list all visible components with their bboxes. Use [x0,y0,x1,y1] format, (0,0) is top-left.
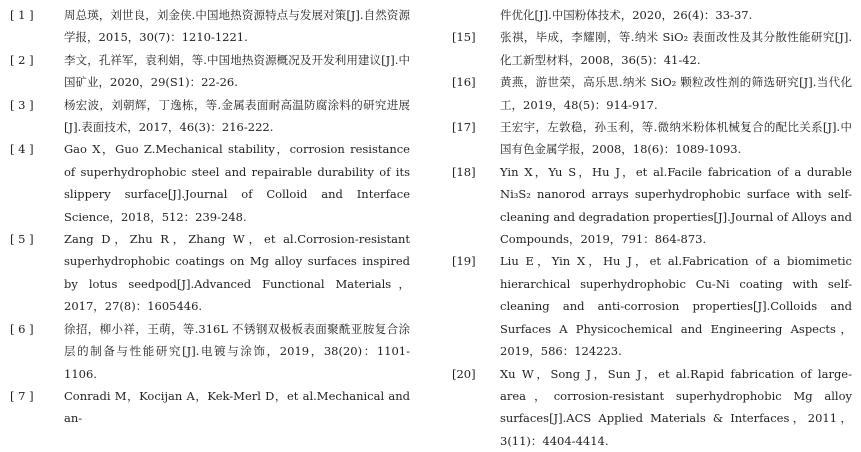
reference-number: [ 4 ] [10,138,64,160]
reference-item-16 [452,71,852,116]
reference-text: 王宏宇，左敦稳，孙玉利，等.微纳米粉体机械复合的配比关系[J].中国有色金属学报，2008，18(6)：1089-1093. [500,116,852,161]
reference-text: Zang D，Zhu R，Zhang W，et al.Corrosion-resistant superhydrophobic coatings on Mg alloy surfaces inspired by lotus seedpod[J].Advanced Functional Materials，2017，27(8)：1605446. [64,228,410,318]
reference-text: 徐招，柳小祥，王萌，等.316L 不锈钢双极板表面聚酰亚胺复合涂层的制备与性能研究[J].电镀与涂饰，2019，38(20)：1101-1106. [64,318,410,385]
reference-number: [ 7 ] [10,385,64,407]
reference-number: [ 3 ] [10,94,64,116]
reference-item-20 [452,363,852,452]
reference-text: Xu W，Song J，Sun J，et al.Rapid fabrication of large-area，corrosion-resistant superhydrophobic Mg alloy surfaces[J].ACS Applied Materials & Interfaces，2011，3(11)：4404-4414. [500,363,852,452]
reference-item-17 [452,116,852,161]
reference-text: Yin X，Yu S，Hu J，et al.Facile fabrication of a durable Ni₃S₂ nanorod arrays superhydrophobic surface with self-cleaning and degradation properties[J].Journal of Alloys and Compounds，2019，791：864-873. [500,161,852,251]
reference-item-14-continued [452,4,852,26]
reference-number: [20] [452,363,500,385]
reference-number: [19] [452,250,500,272]
reference-item-4 [10,138,410,228]
reference-text: 李文，孔祥军，袁利娟，等.中国地热资源概况及开发利用建议[J].中国矿业，2020，29(S1)：22-26. [64,49,410,94]
reference-number: [16] [452,71,500,93]
reference-item-5 [10,228,410,318]
reference-item-6 [10,318,410,385]
reference-number: [ 5 ] [10,228,64,250]
reference-text: 张祺，毕成，李耀刚，等.纳米 SiO₂ 表面改性及其分散性能研究[J].化工新型材料，2008，36(5)：41-42. [500,26,852,71]
reference-number: [18] [452,161,500,183]
reference-text: Liu E，Yin X，Hu J，et al.Fabrication of a biomimetic hierarchical superhydrophobic Cu-Ni coating with self-cleaning and anti-corrosion properties[J].Colloids and Surfaces A Physicochemical and Engineering Aspects，2019，586：124223. [500,250,852,362]
reference-item-1 [10,4,410,49]
reference-item-19 [452,250,852,362]
reference-text: Gao X，Guo Z.Mechanical stability，corrosion resistance of superhydrophobic steel and repairable durability of its slippery surface[J].Journal of Colloid and Interface Science，2018，512：239-248. [64,138,410,228]
reference-number: [ 1 ] [10,4,64,26]
reference-column-right [452,4,852,452]
reference-text: 周总瑛，刘世良，刘金侠.中国地热资源特点与发展对策[J].自然资源学报，2015，30(7)：1210-1221. [64,4,410,49]
reference-number: [15] [452,26,500,48]
reference-item-15 [452,26,852,71]
reference-item-3 [10,94,410,139]
reference-text: Conradi M，Kocijan A，Kek-Merl D，et al.Mechanical and an- [64,385,410,430]
reference-number: [ 2 ] [10,49,64,71]
reference-number: [17] [452,116,500,138]
reference-number: [ 6 ] [10,318,64,340]
reference-text: 黄燕，游世荣，高乐思.纳米 SiO₂ 颗粒改性剂的筛选研究[J].当代化工，2019，48(5)：914-917. [500,71,852,116]
reference-item-2 [10,49,410,94]
reference-text: 件优化[J].中国粉体技术，2020，26(4)：33-37. [500,4,852,26]
reference-item-18 [452,161,852,251]
reference-column-left [10,4,410,430]
reference-text: 杨宏波，刘朝辉，丁逸栋，等.金属表面耐高温防腐涂料的研究进展[J].表面技术，2017，46(3)：216-222. [64,94,410,139]
reference-item-7 [10,385,410,430]
